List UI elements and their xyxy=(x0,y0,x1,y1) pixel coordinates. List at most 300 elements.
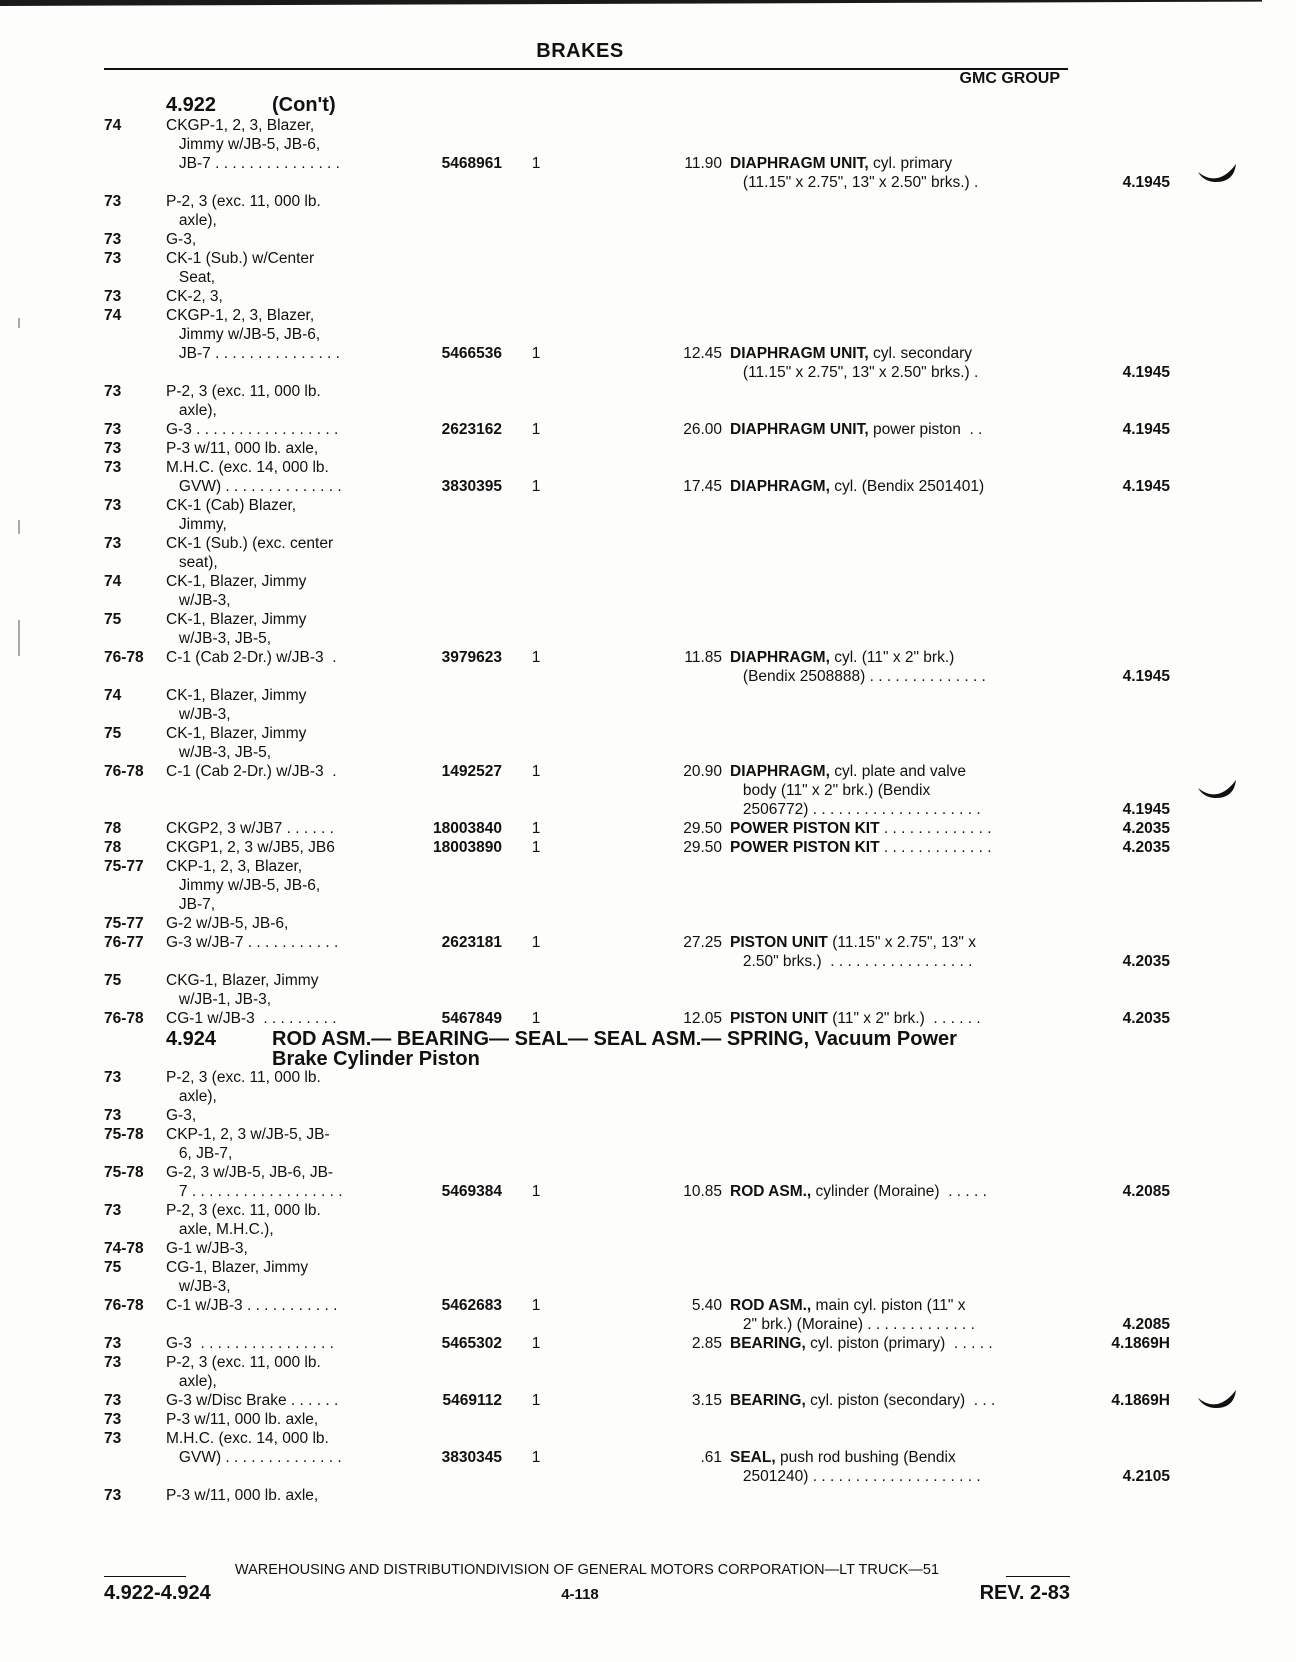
price: 5.40 xyxy=(691,1297,722,1314)
application: G-3 . . . . . . . . . . . . . . . . . xyxy=(166,421,339,438)
price: 12.05 xyxy=(683,1010,722,1027)
part-number: 5462683 xyxy=(441,1297,502,1314)
description xyxy=(730,344,1060,363)
quantity: 1 xyxy=(531,1392,541,1409)
table-row xyxy=(104,1353,1072,1372)
application: w/JB-3, JB-5, xyxy=(166,744,272,761)
application: CG-1, Blazer, Jimmy xyxy=(166,1259,309,1276)
parts-table xyxy=(104,94,1170,1505)
model-year: 73 xyxy=(104,535,122,552)
description-detail: . . . . . . . . . . . . . xyxy=(879,820,992,837)
table-row xyxy=(104,515,1072,534)
table-row xyxy=(104,1315,1170,1334)
application: CKGP1, 2, 3 w/JB5, JB6 xyxy=(166,839,335,856)
description-detail: cyl. (Bendix 2501401) xyxy=(829,478,985,495)
table-row xyxy=(104,629,1072,648)
table-row xyxy=(104,230,1072,249)
description-detail: 2506772) . . . . . . . . . . . . . . . . . . . . xyxy=(730,801,981,818)
table-row xyxy=(104,952,1170,971)
group-number: 4.2035 xyxy=(1122,1010,1170,1027)
application: P-3 w/11, 000 lb. axle, xyxy=(166,1487,319,1504)
description-detail: (11.15" x 2.75", 13" x 2.50" brks.) . xyxy=(730,174,979,191)
model-year: 76-78 xyxy=(104,1010,144,1027)
model-year: 73 xyxy=(104,1430,122,1447)
price: 20.90 xyxy=(683,763,722,780)
application: G-3, xyxy=(166,231,197,248)
table-row xyxy=(104,306,1072,325)
table-row xyxy=(104,325,1072,344)
model-year: 73 xyxy=(104,421,122,438)
model-year: 74 xyxy=(104,573,122,590)
part-number: 3979623 xyxy=(441,649,502,666)
part-number: 5469112 xyxy=(442,1392,502,1409)
application: G-1 w/JB-3, xyxy=(166,1240,248,1257)
application: CK-1, Blazer, Jimmy xyxy=(166,687,307,704)
quantity: 1 xyxy=(531,1335,541,1352)
application: M.H.C. (exc. 14, 000 lb. xyxy=(166,459,329,476)
application: P-3 w/11, 000 lb. axle, xyxy=(166,440,319,457)
application: Jimmy w/JB-5, JB-6, xyxy=(166,877,321,894)
description-detail: (11" x 2" brk.) . . . . . . xyxy=(827,1010,981,1027)
price: 3.15 xyxy=(691,1392,722,1409)
application: M.H.C. (exc. 14, 000 lb. xyxy=(166,1430,329,1447)
description-name: PISTON UNIT xyxy=(730,1010,828,1027)
application: CKP-1, 2, 3 w/JB-5, JB- xyxy=(166,1126,330,1143)
table-row xyxy=(104,743,1072,762)
quantity: 1 xyxy=(531,345,541,362)
table-row xyxy=(104,1258,1072,1277)
model-year: 73 xyxy=(104,193,122,210)
table-row xyxy=(104,686,1072,705)
application: P-2, 3 (exc. 11, 000 lb. xyxy=(166,1354,321,1371)
table-row xyxy=(104,1220,1072,1239)
application: P-2, 3 (exc. 11, 000 lb. xyxy=(166,383,321,400)
description xyxy=(730,648,1060,667)
table-row xyxy=(104,933,1072,952)
group-number: 4.1869H xyxy=(1111,1392,1170,1409)
group-number: 4.2035 xyxy=(1122,820,1170,837)
description-detail: main cyl. piston (11" x xyxy=(811,1297,966,1314)
table-row xyxy=(104,781,1072,800)
model-year: 73 xyxy=(104,1487,122,1504)
table-row xyxy=(104,268,1072,287)
quantity: 1 xyxy=(531,763,541,780)
description-name: SEAL, xyxy=(730,1449,776,1466)
description-name: DIAPHRAGM UNIT, xyxy=(730,155,869,172)
group-number: 4.1945 xyxy=(1122,174,1170,191)
table-row xyxy=(104,363,1170,382)
table-row xyxy=(104,249,1072,268)
group-number: 4.2105 xyxy=(1122,1468,1170,1485)
description-detail: cylinder (Moraine) . . . . . xyxy=(811,1183,987,1200)
application: GVW) . . . . . . . . . . . . . . xyxy=(166,478,342,495)
price: 27.25 xyxy=(683,934,722,951)
model-year: 75 xyxy=(104,725,122,742)
model-year: 74 xyxy=(104,117,122,134)
application: w/JB-3, JB-5, xyxy=(166,630,272,647)
table-row xyxy=(104,382,1072,401)
application: axle, M.H.C.), xyxy=(166,1221,274,1238)
quantity: 1 xyxy=(531,839,541,856)
binder-hole-icon xyxy=(1196,1388,1240,1410)
model-year: 76-77 xyxy=(104,934,144,951)
table-row xyxy=(104,401,1072,420)
application: CK-1, Blazer, Jimmy xyxy=(166,573,307,590)
description-detail: cyl. piston (primary) . . . . . xyxy=(805,1335,993,1352)
price: 29.50 xyxy=(683,820,722,837)
section-heading-continued xyxy=(104,1050,1072,1068)
table-row xyxy=(104,1467,1170,1486)
section-title: Brake Cylinder Piston xyxy=(272,1048,480,1070)
table-row xyxy=(104,971,1072,990)
description xyxy=(730,762,1060,781)
table-row xyxy=(104,667,1170,686)
table-row xyxy=(104,724,1072,743)
quantity: 1 xyxy=(531,934,541,951)
application: G-2, 3 w/JB-5, JB-6, JB- xyxy=(166,1164,334,1181)
quantity: 1 xyxy=(531,820,541,837)
description-detail: 2" brk.) (Moraine) . . . . . . . . . . . . . xyxy=(730,1316,975,1333)
section-number: 4.924 xyxy=(166,1028,217,1050)
description-name: DIAPHRAGM, xyxy=(730,649,830,666)
group-label: GMC GROUP xyxy=(959,70,1060,87)
application: P-3 w/11, 000 lb. axle, xyxy=(166,1411,319,1428)
description-name: DIAPHRAGM, xyxy=(730,763,830,780)
table-row xyxy=(104,876,1072,895)
table-row xyxy=(104,439,1072,458)
section-heading xyxy=(104,1028,1072,1050)
part-number: 3830345 xyxy=(441,1449,502,1466)
model-year: 74-78 xyxy=(104,1240,144,1257)
application: C-1 (Cab 2-Dr.) w/JB-3 . xyxy=(166,649,337,666)
model-year: 73 xyxy=(104,288,122,305)
table-row xyxy=(104,838,1170,857)
part-number: 5465302 xyxy=(441,1335,502,1352)
application: G-3 . . . . . . . . . . . . . . . . xyxy=(166,1335,334,1352)
section-title: ROD ASM.— BEARING— SEAL— SEAL ASM.— SPRING, Vacuum Power xyxy=(272,1028,957,1050)
application: w/JB-3, xyxy=(166,1278,231,1295)
part-number: 3830395 xyxy=(441,478,502,495)
model-year: 73 xyxy=(104,250,122,267)
description xyxy=(730,933,1060,952)
model-year: 76-78 xyxy=(104,1297,144,1314)
description-name: BEARING, xyxy=(730,1392,806,1409)
model-year: 73 xyxy=(104,1335,122,1352)
part-number: 18003890 xyxy=(433,839,502,856)
model-year: 76-78 xyxy=(104,649,144,666)
application: G-2 w/JB-5, JB-6, xyxy=(166,915,289,932)
table-row xyxy=(104,1410,1072,1429)
part-number: 2623162 xyxy=(441,421,502,438)
table-row xyxy=(104,990,1072,1009)
table-row xyxy=(104,1009,1170,1028)
part-number: 5466536 xyxy=(441,345,502,362)
table-row xyxy=(104,154,1072,173)
table-row xyxy=(104,1448,1072,1467)
price: 11.90 xyxy=(684,155,722,172)
model-year: 73 xyxy=(104,459,122,476)
application: CK-1, Blazer, Jimmy xyxy=(166,725,307,742)
table-row xyxy=(104,287,1072,306)
table-row xyxy=(104,1106,1072,1125)
model-year: 73 xyxy=(104,497,122,514)
description-name: DIAPHRAGM, xyxy=(730,478,830,495)
application: G-3 w/Disc Brake . . . . . . xyxy=(166,1392,339,1409)
price: 2.85 xyxy=(691,1335,722,1352)
application: CG-1 w/JB-3 . . . . . . . . . xyxy=(166,1010,337,1027)
application: CK-1, Blazer, Jimmy xyxy=(166,611,307,628)
description-name: POWER PISTON KIT xyxy=(730,820,880,837)
application: P-2, 3 (exc. 11, 000 lb. xyxy=(166,193,321,210)
model-year: 75 xyxy=(104,611,122,628)
table-row xyxy=(104,1239,1072,1258)
price: 11.85 xyxy=(684,649,722,666)
quantity: 1 xyxy=(531,421,541,438)
application: w/JB-3, xyxy=(166,592,231,609)
table-row xyxy=(104,173,1170,192)
description-detail: cyl. piston (secondary) . . . xyxy=(805,1392,996,1409)
table-row xyxy=(104,477,1170,496)
table-row xyxy=(104,344,1072,363)
table-row xyxy=(104,819,1170,838)
price: 29.50 xyxy=(683,839,722,856)
model-year: 75-78 xyxy=(104,1126,144,1143)
table-row xyxy=(104,1144,1072,1163)
table-row xyxy=(104,458,1072,477)
description-name: POWER PISTON KIT xyxy=(730,839,880,856)
quantity: 1 xyxy=(531,1297,541,1314)
description-detail: . . . . . . . . . . . . . xyxy=(879,839,992,856)
application: JB-7 . . . . . . . . . . . . . . . xyxy=(166,155,340,172)
application: axle), xyxy=(166,1373,217,1390)
table-row xyxy=(104,135,1072,154)
application: G-3, xyxy=(166,1107,197,1124)
part-number: 2623181 xyxy=(441,934,502,951)
table-row xyxy=(104,610,1072,629)
application: GVW) . . . . . . . . . . . . . . xyxy=(166,1449,342,1466)
application: P-2, 3 (exc. 11, 000 lb. xyxy=(166,1202,321,1219)
table-row xyxy=(104,496,1072,515)
part-number: 5468961 xyxy=(441,155,502,172)
application: JB-7, xyxy=(166,896,216,913)
description-detail: power piston . . xyxy=(868,421,983,438)
description-detail: (11.15" x 2.75", 13" x 2.50" brks.) . xyxy=(730,364,979,381)
scan-mark xyxy=(18,620,20,656)
application: w/JB-3, xyxy=(166,706,231,723)
table-row xyxy=(104,914,1072,933)
application: C-1 (Cab 2-Dr.) w/JB-3 . xyxy=(166,763,337,780)
application: CKP-1, 2, 3, Blazer, xyxy=(166,858,303,875)
table-row xyxy=(104,895,1072,914)
group-number: 4.2085 xyxy=(1122,1316,1170,1333)
group-number: 4.1945 xyxy=(1122,668,1170,685)
table-row xyxy=(104,1429,1072,1448)
model-year: 74 xyxy=(104,687,122,704)
model-year: 75-78 xyxy=(104,1164,144,1181)
table-row xyxy=(104,1296,1072,1315)
top-rule xyxy=(0,0,1262,6)
model-year: 73 xyxy=(104,1354,122,1371)
binder-hole-icon xyxy=(1196,162,1240,184)
group-number: 4.2035 xyxy=(1122,839,1170,856)
group-number: 4.1945 xyxy=(1122,801,1170,818)
model-year: 73 xyxy=(104,1411,122,1428)
application: seat), xyxy=(166,554,218,571)
model-year: 75 xyxy=(104,972,122,989)
application: Jimmy w/JB-5, JB-6, xyxy=(166,326,321,343)
model-year: 75-77 xyxy=(104,858,144,875)
application: CK-2, 3, xyxy=(166,288,223,305)
description-detail: (11.15" x 2.75", 13" x xyxy=(827,934,976,951)
description-name: DIAPHRAGM UNIT, xyxy=(730,345,869,362)
header-rule xyxy=(104,68,1068,70)
description-name: BEARING, xyxy=(730,1335,806,1352)
model-year: 75 xyxy=(104,1259,122,1276)
application: Jimmy, xyxy=(166,516,227,533)
application: CKGP-1, 2, 3, Blazer, xyxy=(166,117,315,134)
model-year: 75-77 xyxy=(104,915,144,932)
description-detail: cyl. (11" x 2" brk.) xyxy=(829,649,955,666)
footer-rule-right xyxy=(1006,1576,1070,1577)
description xyxy=(730,1296,1060,1315)
description xyxy=(730,154,1060,173)
application: axle), xyxy=(166,1088,217,1105)
quantity: 1 xyxy=(531,1183,541,1200)
part-number: 5469384 xyxy=(441,1183,502,1200)
model-year: 73 xyxy=(104,383,122,400)
application: JB-7 . . . . . . . . . . . . . . . xyxy=(166,345,340,362)
model-year: 73 xyxy=(104,440,122,457)
model-year: 73 xyxy=(104,1392,122,1409)
description-detail: 2.50" brks.) . . . . . . . . . . . . . . . . . xyxy=(730,953,973,970)
table-row xyxy=(104,1087,1072,1106)
application: w/JB-1, JB-3, xyxy=(166,991,272,1008)
group-number: 4.1945 xyxy=(1122,478,1170,495)
model-year: 78 xyxy=(104,839,122,856)
description-name: ROD ASM., xyxy=(730,1297,812,1314)
table-row xyxy=(104,420,1170,439)
table-row xyxy=(104,1125,1072,1144)
application: CKGP-1, 2, 3, Blazer, xyxy=(166,307,315,324)
description-detail: (Bendix 2508888) . . . . . . . . . . . . . . xyxy=(730,668,986,685)
page-title: BRAKES xyxy=(536,40,624,62)
part-number: 18003840 xyxy=(433,820,502,837)
application: CK-1 (Sub.) w/Center xyxy=(166,250,315,267)
description-name: ROD ASM., xyxy=(730,1183,812,1200)
description-detail: push rod bushing (Bendix xyxy=(775,1449,956,1466)
model-year: 73 xyxy=(104,1107,122,1124)
model-year: 76-78 xyxy=(104,763,144,780)
application: P-2, 3 (exc. 11, 000 lb. xyxy=(166,1069,321,1086)
table-row xyxy=(104,553,1072,572)
table-row xyxy=(104,800,1170,819)
application: CKG-1, Blazer, Jimmy xyxy=(166,972,319,989)
quantity: 1 xyxy=(531,478,541,495)
model-year: 74 xyxy=(104,307,122,324)
group-number: 4.2035 xyxy=(1122,953,1170,970)
group-number: 4.2085 xyxy=(1122,1183,1170,1200)
footer-revision: REV. 2-83 xyxy=(979,1582,1070,1604)
description-name: PISTON UNIT xyxy=(730,934,828,951)
section-title: (Con't) xyxy=(272,94,336,116)
section-heading xyxy=(104,94,1072,116)
table-row xyxy=(104,572,1072,591)
price: 10.85 xyxy=(683,1183,722,1200)
table-row xyxy=(104,1486,1072,1505)
description-detail: body (11" x 2" brk.) (Bendix xyxy=(730,782,931,799)
table-row xyxy=(104,857,1072,876)
application: C-1 w/JB-3 . . . . . . . . . . . xyxy=(166,1297,338,1314)
description-detail: 2501240) . . . . . . . . . . . . . . . . . . . . xyxy=(730,1468,981,1485)
model-year: 73 xyxy=(104,1202,122,1219)
application: CK-1 (Sub.) (exc. center xyxy=(166,535,334,552)
price: 12.45 xyxy=(683,345,722,362)
description-detail: cyl. primary xyxy=(868,155,953,172)
table-row xyxy=(104,1068,1072,1087)
application: axle), xyxy=(166,402,217,419)
binder-hole-icon xyxy=(1196,778,1240,800)
part-number: 1492527 xyxy=(441,763,502,780)
part-number: 5467849 xyxy=(441,1010,502,1027)
application: CK-1 (Cab) Blazer, xyxy=(166,497,297,514)
table-row xyxy=(104,116,1072,135)
price: 26.00 xyxy=(683,421,722,438)
footer-page-number: 4-118 xyxy=(561,1586,599,1603)
application: axle), xyxy=(166,212,217,229)
scan-mark xyxy=(18,318,20,328)
application: Jimmy w/JB-5, JB-6, xyxy=(166,136,321,153)
price: 17.45 xyxy=(683,478,722,495)
model-year: 73 xyxy=(104,231,122,248)
section-number: 4.922 xyxy=(166,94,217,116)
application: Seat, xyxy=(166,269,216,286)
table-row xyxy=(104,591,1072,610)
table-row xyxy=(104,1334,1170,1353)
description-detail: cyl. secondary xyxy=(868,345,973,362)
table-row xyxy=(104,1163,1072,1182)
table-row xyxy=(104,1201,1072,1220)
model-year: 73 xyxy=(104,1069,122,1086)
table-row xyxy=(104,1182,1170,1201)
description-name: DIAPHRAGM UNIT, xyxy=(730,421,869,438)
table-row xyxy=(104,705,1072,724)
group-number: 4.1945 xyxy=(1122,421,1170,438)
description xyxy=(730,1448,1060,1467)
quantity: 1 xyxy=(531,1449,541,1466)
application: 6, JB-7, xyxy=(166,1145,233,1162)
quantity: 1 xyxy=(531,649,541,666)
quantity: 1 xyxy=(531,1010,541,1027)
table-row xyxy=(104,192,1072,211)
model-year: 78 xyxy=(104,820,122,837)
scan-mark xyxy=(18,520,20,534)
group-number: 4.1869H xyxy=(1111,1335,1170,1352)
table-row xyxy=(104,1372,1072,1391)
description-detail: cyl. plate and valve xyxy=(829,763,967,780)
table-row xyxy=(104,534,1072,553)
table-row xyxy=(104,1391,1170,1410)
footer-publisher-line: WAREHOUSING AND DISTRIBUTIONDIVISION OF GENERAL MOTORS CORPORATION—LT TRUCK—51 xyxy=(234,1562,940,1578)
group-number: 4.1945 xyxy=(1122,364,1170,381)
table-row xyxy=(104,762,1072,781)
description xyxy=(730,781,1060,800)
application: G-3 w/JB-7 . . . . . . . . . . . xyxy=(166,934,339,951)
application: CKGP2, 3 w/JB7 . . . . . . xyxy=(166,820,334,837)
footer-section-range: 4.922-4.924 xyxy=(104,1582,211,1604)
table-row xyxy=(104,211,1072,230)
table-row xyxy=(104,648,1072,667)
application: 7 . . . . . . . . . . . . . . . . . . xyxy=(166,1183,343,1200)
